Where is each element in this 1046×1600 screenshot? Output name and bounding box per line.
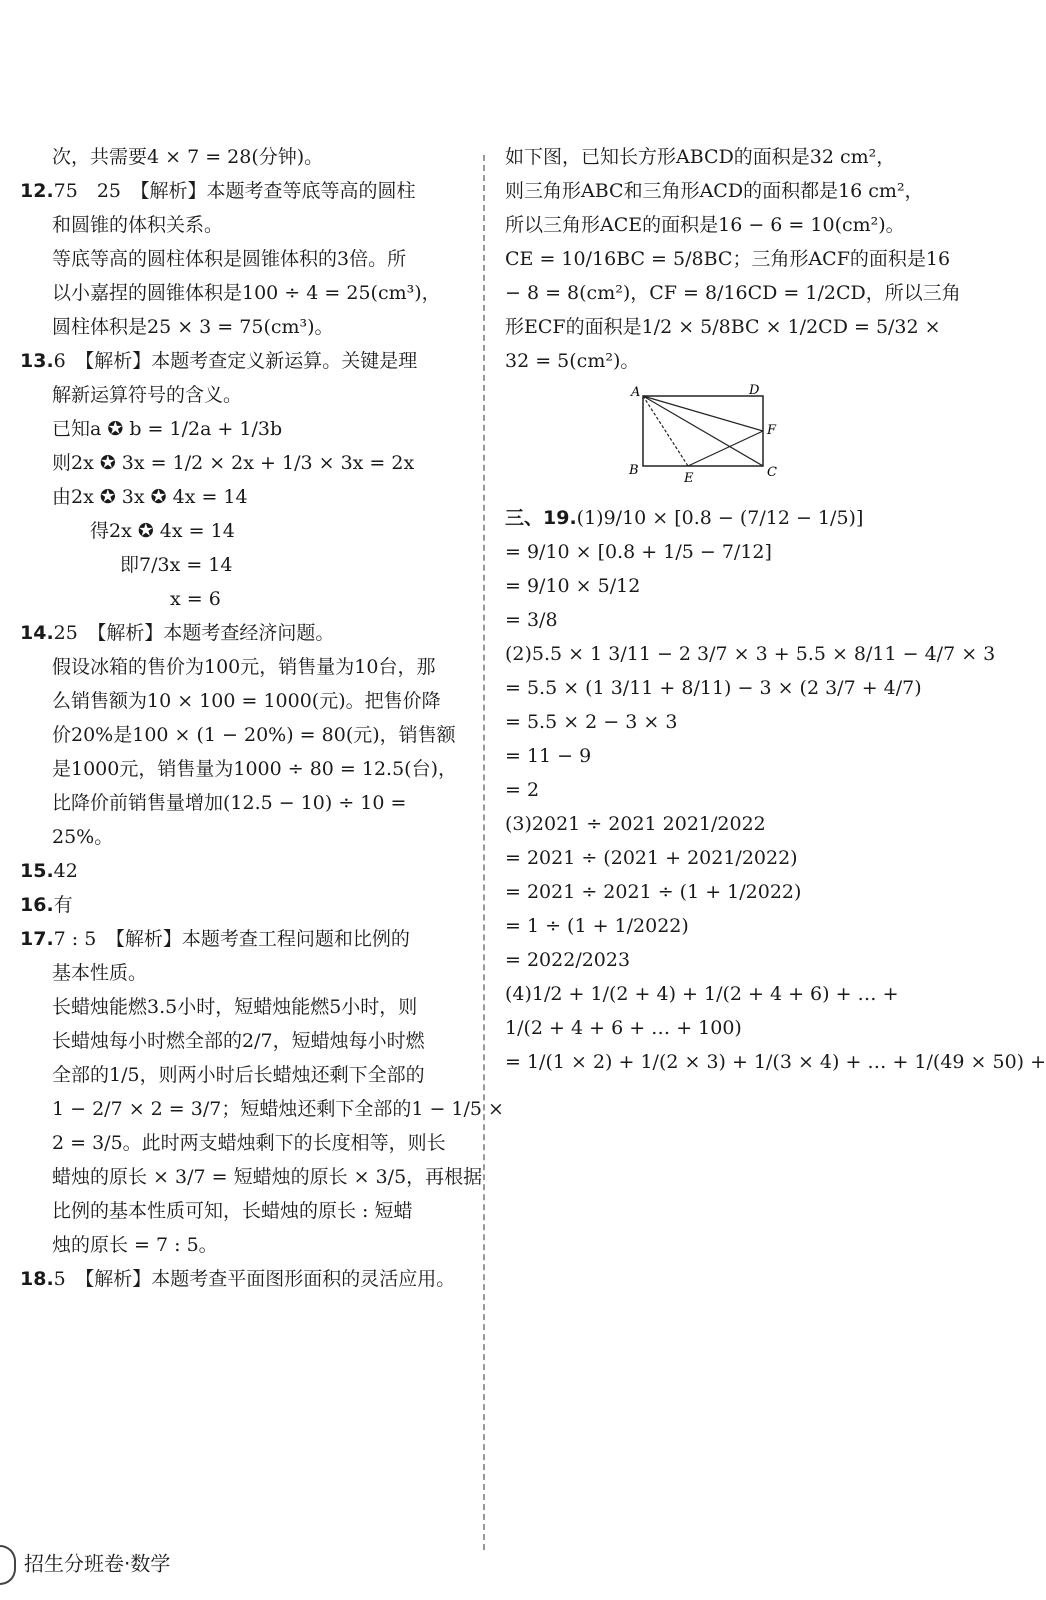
left-line xyxy=(20,1194,465,1228)
right-bottom-line xyxy=(505,637,996,671)
question-number: 14. xyxy=(20,622,54,644)
right-bottom-line xyxy=(505,909,975,943)
right-bottom-line xyxy=(505,977,975,1011)
right-bottom-line xyxy=(505,739,975,773)
line-text: 比例的基本性质可知，长蜡烛的原长 : 短蜡 xyxy=(52,1200,413,1222)
footer-title: 招生分班卷·数学 xyxy=(24,1551,171,1576)
line-text: 有 xyxy=(53,894,73,916)
right-bottom-line xyxy=(505,569,975,603)
line-text: 比降价前销售量增加(12.5 − 10) ÷ 10 = xyxy=(52,792,407,814)
line-text: 长蜡烛能燃3.5小时，短蜡烛能燃5小时，则 xyxy=(52,996,418,1018)
line-text: 烛的原长 = 7 : 5。 xyxy=(52,1234,218,1256)
line-text: 32 = 5(cm²)。 xyxy=(505,350,640,372)
right-bottom-line xyxy=(505,807,975,841)
right-bottom-line xyxy=(505,671,975,705)
line-text: = 3/8 xyxy=(505,609,558,631)
line-text: = 2021 ÷ (2021 + 2021/2022) xyxy=(505,847,798,869)
label-d: D xyxy=(749,383,760,398)
right-top-line xyxy=(505,140,975,174)
line-text: 假设冰箱的售价为100元，销售量为10台，那 xyxy=(52,656,436,678)
left-line xyxy=(20,1024,465,1058)
line-text: = 1 ÷ (1 + 1/2022) xyxy=(505,915,689,937)
left-line xyxy=(20,242,465,276)
left-line xyxy=(20,548,465,582)
line-text: 则三角形ABC和三角形ACD的面积都是16 cm²， xyxy=(505,180,924,202)
right-top-line xyxy=(505,344,975,378)
right-column xyxy=(505,140,1046,1079)
right-bottom-line xyxy=(505,773,975,807)
line-text: 么销售额为10 × 100 = 1000(元)。把售价降 xyxy=(52,690,441,712)
line-text: 蜡烛的原长 × 3/7 = 短蜡烛的原长 × 3/5，再根据 xyxy=(52,1166,483,1188)
line-text: 42 xyxy=(53,860,78,882)
line-text: 全部的1/5，则两小时后长蜡烛还剩下全部的 xyxy=(52,1064,425,1086)
line-text: 由2x ✪ 3x ✪ 4x = 14 xyxy=(52,486,248,508)
left-line xyxy=(20,786,465,820)
line-text: − 8 = 8(cm²)，CF = 8/16CD = 1/2CD，所以三角 xyxy=(505,282,961,304)
right-top-line xyxy=(505,242,975,276)
line-text: 6 【解析】本题考查定义新运算。关键是理 xyxy=(53,350,418,372)
line-text: (2)5.5 × 1 3/11 − 2 3/7 × 3 + 5.5 × 8/11 − 4/7 × 3 xyxy=(505,643,996,665)
right-bottom-line xyxy=(505,501,975,535)
line-text: 2 = 3/5。此时两支蜡烛剩下的长度相等，则长 xyxy=(52,1132,446,1154)
left-line xyxy=(20,208,465,242)
question-number: 15. xyxy=(20,860,54,882)
line-text: = 1/(1 × 2) + 1/(2 × 3) + 1/(3 × 4) + … + 1/(49 × 50) + xyxy=(505,1051,1046,1073)
line-text: 次，共需要4 × 7 = 28(分钟)。 xyxy=(52,146,324,168)
label-a: A xyxy=(631,385,641,400)
question-number: 17. xyxy=(20,928,54,950)
line-text: 25 【解析】本题考查经济问题。 xyxy=(53,622,335,644)
left-line xyxy=(20,344,465,378)
question-number: 18. xyxy=(20,1268,54,1290)
line-text: 形ECF的面积是1/2 × 5/8BC × 1/2CD = 5/32 × xyxy=(505,316,941,338)
left-line xyxy=(20,990,465,1024)
left-line xyxy=(20,1228,465,1262)
line-text: = 9/10 × 5/12 xyxy=(505,575,641,597)
left-line xyxy=(20,1160,483,1194)
line-text: (1)9/10 × [0.8 − (7/12 − 1/5)] xyxy=(576,507,864,529)
line-text: 和圆锥的体积关系。 xyxy=(52,214,224,236)
left-line xyxy=(20,888,465,922)
left-column xyxy=(20,140,504,1296)
left-line xyxy=(20,718,465,752)
right-top-line xyxy=(505,174,975,208)
line-text: 是1000元，销售量为1000 ÷ 80 = 12.5(台)， xyxy=(52,758,458,780)
left-line xyxy=(20,752,465,786)
line-text: 圆柱体积是25 × 3 = 75(cm³)。 xyxy=(52,316,334,338)
line-text: 等底等高的圆柱体积是圆锥体积的3倍。所 xyxy=(52,248,407,270)
label-e: E xyxy=(684,471,694,486)
left-line xyxy=(20,412,465,446)
line-text: 1/(2 + 4 + 6 + … + 100) xyxy=(505,1017,742,1039)
label-f: F xyxy=(767,423,777,438)
left-line xyxy=(20,650,465,684)
line-text: 以小嘉捏的圆锥体积是100 ÷ 4 = 25(cm³)， xyxy=(52,282,441,304)
left-line xyxy=(20,276,465,310)
left-line xyxy=(20,140,465,174)
right-top-line xyxy=(505,310,975,344)
left-line xyxy=(20,174,465,208)
right-top-line xyxy=(505,276,975,310)
line-text: = 2 xyxy=(505,779,540,801)
question-number: 三、19. xyxy=(505,507,577,529)
line-text: 25%。 xyxy=(52,826,114,848)
right-bottom-line xyxy=(505,841,975,875)
column-divider xyxy=(483,155,485,1550)
line-text: x = 6 xyxy=(170,588,221,610)
label-c: C xyxy=(767,465,777,480)
line-text: = 9/10 × [0.8 + 1/5 − 7/12] xyxy=(505,541,772,563)
right-bottom-line xyxy=(505,1045,1046,1079)
right-bottom-line xyxy=(505,705,975,739)
line-text: (3)2021 ÷ 2021 2021/2022 xyxy=(505,813,766,835)
left-line xyxy=(20,922,465,956)
line-text: 75 25 【解析】本题考查等底等高的圆柱 xyxy=(53,180,416,202)
line-text: 1 − 2/7 × 2 = 3/7；短蜡烛还剩下全部的1 − 1/5 × xyxy=(52,1098,504,1120)
line-text: CE = 10/16BC = 5/8BC；三角形ACF的面积是16 xyxy=(505,248,951,270)
footer-bracket-icon xyxy=(0,1545,16,1585)
line-text: (4)1/2 + 1/(2 + 4) + 1/(2 + 4 + 6) + … + xyxy=(505,983,899,1005)
line-text: 即7/3x = 14 xyxy=(120,554,233,576)
rectangle-figure xyxy=(625,384,975,495)
line-text: = 2022/2023 xyxy=(505,949,631,971)
left-line xyxy=(20,956,465,990)
line-text: = 11 − 9 xyxy=(505,745,592,767)
line-text: = 5.5 × 2 − 3 × 3 xyxy=(505,711,678,733)
right-bottom-line xyxy=(505,943,975,977)
line-text: 已知a ✪ b = 1/2a + 1/3b xyxy=(52,418,283,440)
left-line xyxy=(20,1126,465,1160)
left-line xyxy=(20,514,465,548)
line-text: 解新运算符号的含义。 xyxy=(52,384,243,406)
line-text: 得2x ✪ 4x = 14 xyxy=(90,520,235,542)
right-bottom-line xyxy=(505,1011,975,1045)
line-text: = 2021 ÷ 2021 ÷ (1 + 1/2022) xyxy=(505,881,802,903)
question-number: 13. xyxy=(20,350,54,372)
right-top-line xyxy=(505,208,975,242)
line-text: 如下图，已知长方形ABCD的面积是32 cm²， xyxy=(505,146,896,168)
line-text: 5 【解析】本题考查平面图形面积的灵活应用。 xyxy=(53,1268,456,1290)
line-text: 7 : 5 【解析】本题考查工程问题和比例的 xyxy=(53,928,410,950)
left-line xyxy=(20,616,465,650)
line-text: = 5.5 × (1 3/11 + 8/11) − 3 × (2 3/7 + 4/7) xyxy=(505,677,922,699)
left-line xyxy=(20,310,465,344)
line-text: 则2x ✪ 3x = 1/2 × 2x + 1/3 × 3x = 2x xyxy=(52,452,415,474)
left-line xyxy=(20,1092,504,1126)
left-line xyxy=(20,582,465,616)
question-number: 16. xyxy=(20,894,54,916)
left-line xyxy=(20,820,465,854)
right-bottom-line xyxy=(505,535,975,569)
q19-solution xyxy=(505,501,1046,1079)
line-text: 价20%是100 × (1 − 20%) = 80(元)，销售额 xyxy=(52,724,456,746)
question-number: 12. xyxy=(20,180,54,202)
footer xyxy=(0,1545,170,1585)
right-bottom-line xyxy=(505,875,975,909)
label-b: B xyxy=(629,463,639,478)
left-line xyxy=(20,684,465,718)
q18-solution xyxy=(505,140,975,378)
left-line xyxy=(20,446,465,480)
left-line xyxy=(20,1058,465,1092)
line-text: 基本性质。 xyxy=(52,962,148,984)
right-bottom-line xyxy=(505,603,975,637)
rectangle-abcd-diagram xyxy=(625,384,785,484)
left-line xyxy=(20,378,465,412)
left-line xyxy=(20,854,465,888)
line-text: 所以三角形ACE的面积是16 − 6 = 10(cm²)。 xyxy=(505,214,905,236)
left-line xyxy=(20,480,465,514)
left-line xyxy=(20,1262,465,1296)
line-text: 长蜡烛每小时燃全部的2/7，短蜡烛每小时燃 xyxy=(52,1030,425,1052)
